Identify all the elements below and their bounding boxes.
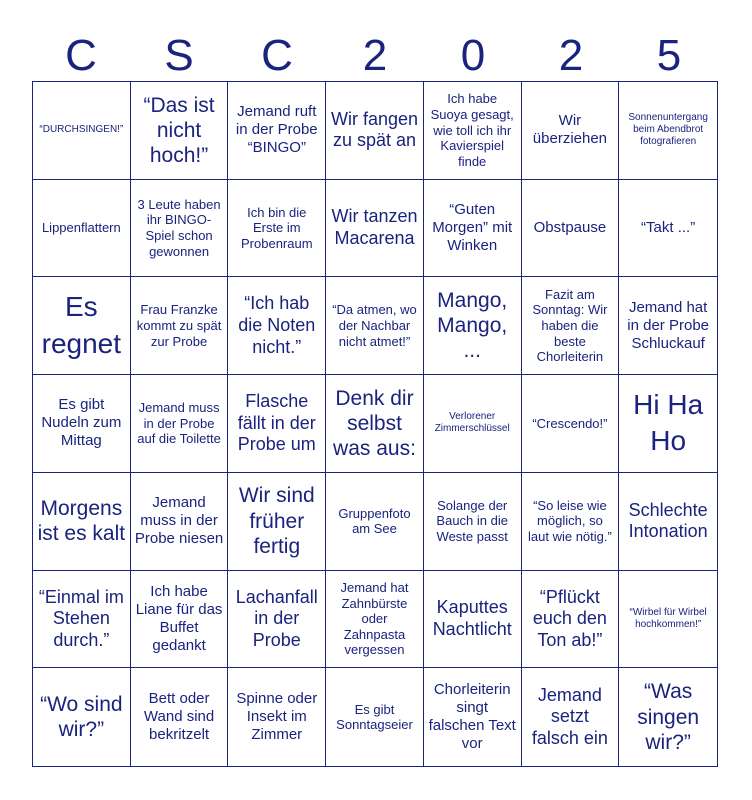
- bingo-cell[interactable]: Gruppenfoto am See: [326, 473, 424, 571]
- bingo-board: [32, 81, 718, 767]
- bingo-cell[interactable]: “Takt ...”: [619, 180, 717, 278]
- bingo-cell[interactable]: Wir überziehen: [522, 82, 620, 180]
- bingo-cell[interactable]: Jemand hat in der Probe Schluckauf: [619, 277, 717, 375]
- bingo-cell[interactable]: “Crescendo!”: [522, 375, 620, 473]
- title-letter: C: [261, 31, 293, 80]
- bingo-cell[interactable]: Obstpause: [522, 180, 620, 278]
- title-letter: S: [164, 31, 194, 80]
- bingo-cell[interactable]: Es gibt Sonntagseier: [326, 668, 424, 766]
- title-letter: 5: [656, 31, 682, 80]
- bingo-cell[interactable]: Frau Franzke kommt zu spät zur Probe: [131, 277, 229, 375]
- bingo-cell[interactable]: Solange der Bauch in die Weste passt: [424, 473, 522, 571]
- bingo-cell[interactable]: “DURCHSINGEN!”: [33, 82, 131, 180]
- bingo-cell[interactable]: Wir sind früher fertig: [228, 473, 326, 571]
- bingo-cell[interactable]: 3 Leute haben ihr BINGO-Spiel schon gewonnen: [131, 180, 229, 278]
- bingo-cell[interactable]: Bett oder Wand sind bekritzelt: [131, 668, 229, 766]
- bingo-cell[interactable]: Wir tanzen Macarena: [326, 180, 424, 278]
- title-row: [32, 30, 718, 82]
- bingo-cell[interactable]: Morgens ist es kalt: [33, 473, 131, 571]
- bingo-cell[interactable]: “Einmal im Stehen durch.”: [33, 571, 131, 669]
- title-letter: C: [65, 31, 97, 80]
- bingo-cell[interactable]: Es regnet: [33, 277, 131, 375]
- bingo-cell[interactable]: “Da atmen, wo der Nachbar nicht atmet!”: [326, 277, 424, 375]
- bingo-cell[interactable]: “Was singen wir?”: [637, 680, 700, 754]
- bingo-cell[interactable]: Fazit am Sonntag: Wir haben die beste Chorleiterin: [522, 277, 620, 375]
- bingo-cell[interactable]: Es gibt Nudeln zum Mittag: [33, 375, 131, 473]
- bingo-cell[interactable]: “So leise wie möglich, so laut wie nötig.”: [522, 473, 620, 571]
- bingo-cell[interactable]: Jemand setzt falsch ein: [522, 668, 620, 766]
- bingo-cell[interactable]: Hi Ha Ho: [619, 375, 717, 473]
- bingo-cell[interactable]: Denk dir selbst was aus:: [326, 375, 424, 473]
- bingo-cell[interactable]: Sonnenuntergang beim Abendbrot fotografieren: [619, 82, 717, 180]
- bingo-cell[interactable]: Jemand muss in der Probe auf die Toilette: [131, 375, 229, 473]
- bingo-cell[interactable]: Jemand ruft in der Probe “BINGO”: [228, 82, 326, 180]
- title-letter: 0: [460, 31, 486, 80]
- bingo-cell[interactable]: Wir fangen zu spät an: [326, 82, 424, 180]
- bingo-cell[interactable]: Ich bin die Erste im Probenraum: [228, 180, 326, 278]
- title-letter: 2: [558, 31, 584, 80]
- bingo-cell[interactable]: “Pflückt euch den Ton ab!”: [522, 571, 620, 669]
- bingo-cell[interactable]: “Das ist nicht hoch!”: [131, 82, 229, 180]
- bingo-cell[interactable]: Lippenflattern: [33, 180, 131, 278]
- bingo-cell[interactable]: Schlechte Intonation: [619, 473, 717, 571]
- bingo-cell[interactable]: Ich habe Liane für das Buffet gedankt: [131, 571, 229, 669]
- bingo-cell[interactable]: Chorleiterin singt falschen Text vor: [424, 668, 522, 766]
- bingo-cell[interactable]: “Guten Morgen” mit Winken: [424, 180, 522, 278]
- bingo-cell[interactable]: Verlorener Zimmerschlüssel: [424, 375, 522, 473]
- bingo-cell[interactable]: Kaputtes Nachtlicht: [424, 571, 522, 669]
- bingo-cell[interactable]: “Wo sind wir?”: [33, 668, 131, 766]
- bingo-cell[interactable]: “Wirbel für Wirbel hochkommen!”: [619, 571, 717, 669]
- bingo-cell[interactable]: Ich habe Suoya gesagt, wie toll ich ihr Kavierspiel finde: [424, 82, 522, 180]
- bingo-cell[interactable]: Jemand hat Zahnbürste oder Zahnpasta vergessen: [326, 571, 424, 669]
- bingo-cell[interactable]: “Ich hab die Noten nicht.”: [228, 277, 326, 375]
- bingo-cell[interactable]: Mango, Mango, ...: [424, 277, 522, 375]
- bingo-cell[interactable]: Jemand muss in der Probe niesen: [131, 473, 229, 571]
- bingo-cell[interactable]: Lachanfall in der Probe: [228, 571, 326, 669]
- bingo-cell[interactable]: Flasche fällt in der Probe um: [228, 375, 326, 473]
- title-letter: 2: [362, 31, 388, 80]
- bingo-cell[interactable]: Spinne oder Insekt im Zimmer: [228, 668, 326, 766]
